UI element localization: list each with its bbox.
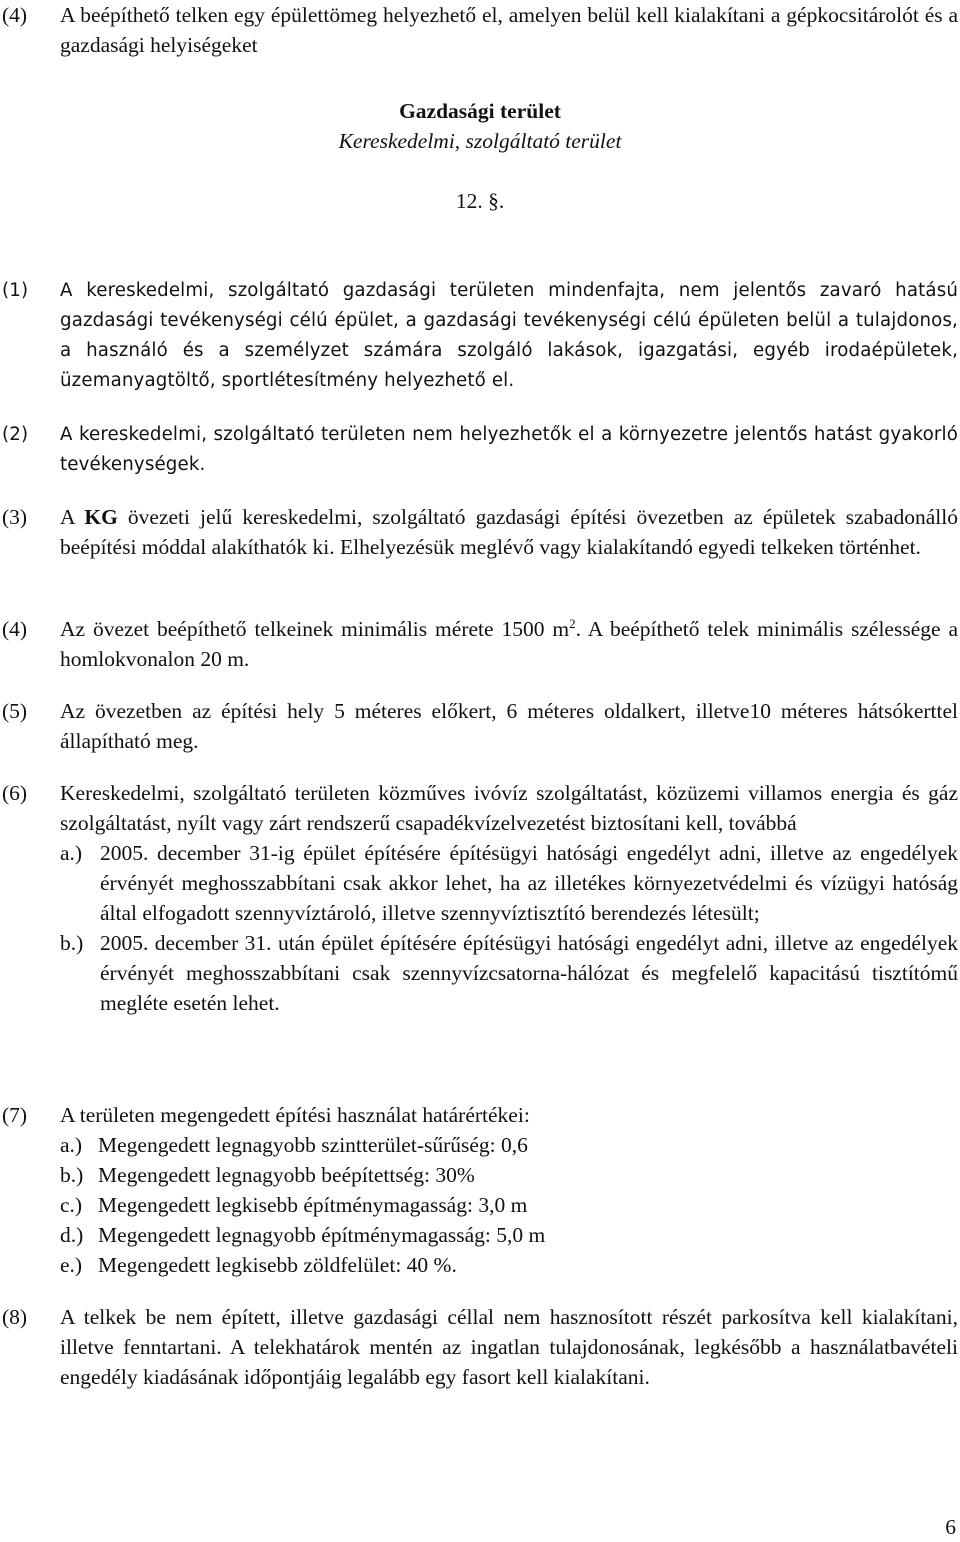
item-label: e.) xyxy=(60,1253,83,1277)
item-label: b.) xyxy=(60,931,84,955)
section-number: 12. §. xyxy=(455,189,505,213)
zone-code: KG xyxy=(84,505,118,529)
paragraph-number: (3) xyxy=(2,505,28,529)
list-item xyxy=(60,1160,958,1190)
list-item xyxy=(60,1130,958,1160)
heading-subtitle: Kereskedelmi, szolgáltató terület xyxy=(338,129,622,153)
superscript: 2 xyxy=(569,615,576,631)
list-item xyxy=(60,1250,958,1280)
paragraph-text: A beépíthető telken egy épülettömeg helyezhető el, amelyen belül kell kialakítani a gépkocsitárolót és a gazdasági helyiségeket xyxy=(60,3,958,57)
item-text: Megengedett legnagyobb szintterület-sűrűség: 0,6 xyxy=(98,1133,528,1157)
limit-values-list xyxy=(60,1130,958,1280)
paragraph-number: (4) xyxy=(2,3,28,27)
paragraph-number: (6) xyxy=(2,781,28,805)
paragraph-number: (5) xyxy=(2,699,28,723)
item-text: 2005. december 31-ig épület építésére építésügyi hatósági engedélyt adni, illetve az engedélyek érvényét meghosszabbítani csak akkor lehet, ha az illetékes környezetvédelmi és vízügyi hatóság által elfogadott szennyvíztároló, illetve szennyvíztisztító berendezés létesült; xyxy=(100,841,958,925)
section-heading xyxy=(0,96,960,156)
list-item xyxy=(60,1220,958,1250)
text-after: . A beépíthető telek minimális szélessége a homlokvonalon 20 m. xyxy=(60,617,958,671)
paragraph-number: (4) xyxy=(2,617,28,641)
paragraph-text xyxy=(60,502,958,562)
paragraph-7 xyxy=(0,1100,958,1280)
paragraph-number: (8) xyxy=(2,1305,28,1329)
paragraph-4 xyxy=(0,614,958,674)
list-item xyxy=(60,838,958,928)
paragraph-number: (1) xyxy=(2,280,29,301)
list-item xyxy=(60,928,958,1018)
item-text: Megengedett legkisebb építménymagasság: 3,0 m xyxy=(98,1193,528,1217)
paragraph-text: A kereskedelmi, szolgáltató területen nem helyezhetők el a környezetre jelentős hatást gyakorló tevékenységek. xyxy=(60,424,958,475)
item-text: Megengedett legnagyobb beépítettség: 30% xyxy=(98,1163,475,1187)
paragraph-2 xyxy=(0,420,958,480)
item-label: a.) xyxy=(60,841,83,865)
paragraph-text: A területen megengedett építési használat határértékei: xyxy=(60,1103,530,1127)
item-label: c.) xyxy=(60,1193,83,1217)
paragraph-number: (7) xyxy=(2,1103,28,1127)
item-label: b.) xyxy=(60,1163,84,1187)
paragraph-text: Kereskedelmi, szolgáltató területen közműves ivóvíz szolgáltatást, közüzemi villamos energia és gáz szolgáltatást, nyílt vagy zárt rendszerű csapadékvízelvezetést biztosítani kell, továbbá xyxy=(60,781,958,835)
paragraph-text: Az övezetben az építési hely 5 méteres előkert, 6 méteres oldalkert, illetve10 méteres hátsókerttel állapítható meg. xyxy=(60,699,958,753)
condition-list xyxy=(60,838,958,1018)
paragraph-body xyxy=(60,1100,958,1280)
item-label: d.) xyxy=(60,1223,84,1247)
text-after: övezeti jelű kereskedelmi, szolgáltató gazdasági építési övezetben az épületek szabadonálló beépítési móddal alakíthatók ki. Elhelyezésük meglévő vagy kialakítandó egyedi telkeken történhet. xyxy=(60,505,959,559)
paragraph-6 xyxy=(0,778,958,1018)
paragraph-4-top xyxy=(0,0,958,60)
list-item xyxy=(60,1190,958,1220)
heading-title: Gazdasági terület xyxy=(399,99,561,123)
paragraph-8 xyxy=(0,1302,958,1392)
text-before: A xyxy=(60,505,85,529)
paragraph-number: (2) xyxy=(2,424,29,445)
item-text: Megengedett legkisebb zöldfelület: 40 %. xyxy=(98,1253,457,1277)
paragraph-3 xyxy=(0,502,958,562)
paragraph-text: A kereskedelmi, szolgáltató gazdasági területen mindenfajta, nem jelentős zavaró hatású gazdasági tevékenységi célú épület, a gazdasági tevékenységi célú épületen belül a tulajdonos, a használó és a személyzet számára szolgáló lakások, igazgatási, egyéb irodaépületek, üzemanyagtöltő, sportlétesítmény helyezhető el. xyxy=(60,280,958,391)
item-text: 2005. december 31. után épület építésére építésügyi hatósági engedélyt adni, illetve az engedélyek érvényét meghosszabbítani csak szennyvízcsatorna-hálózat és megfelelő kapacitású tisztítómű megléte esetén lehet. xyxy=(100,931,958,1015)
paragraph-text: A telkek be nem épített, illetve gazdasági céllal nem hasznosított részét parkosítva kell kialakítani, illetve fenntartani. A telekhatárok mentén az ingatlan tulajdonosának, legkésőbb a használatbavételi engedély kiadásának időpontjáig legalább egy fasort kell kialakítani. xyxy=(60,1305,958,1389)
text-before: Az övezet beépíthető telkeinek minimális mérete 1500 m xyxy=(60,617,570,641)
paragraph-body xyxy=(60,778,958,1018)
item-text: Megengedett legnagyobb építménymagasság: 5,0 m xyxy=(98,1223,546,1247)
item-label: a.) xyxy=(60,1133,83,1157)
paragraph-5 xyxy=(0,696,958,756)
paragraph-text xyxy=(60,614,958,674)
page-number: 6 xyxy=(945,1515,956,1539)
paragraph-1 xyxy=(0,276,958,396)
